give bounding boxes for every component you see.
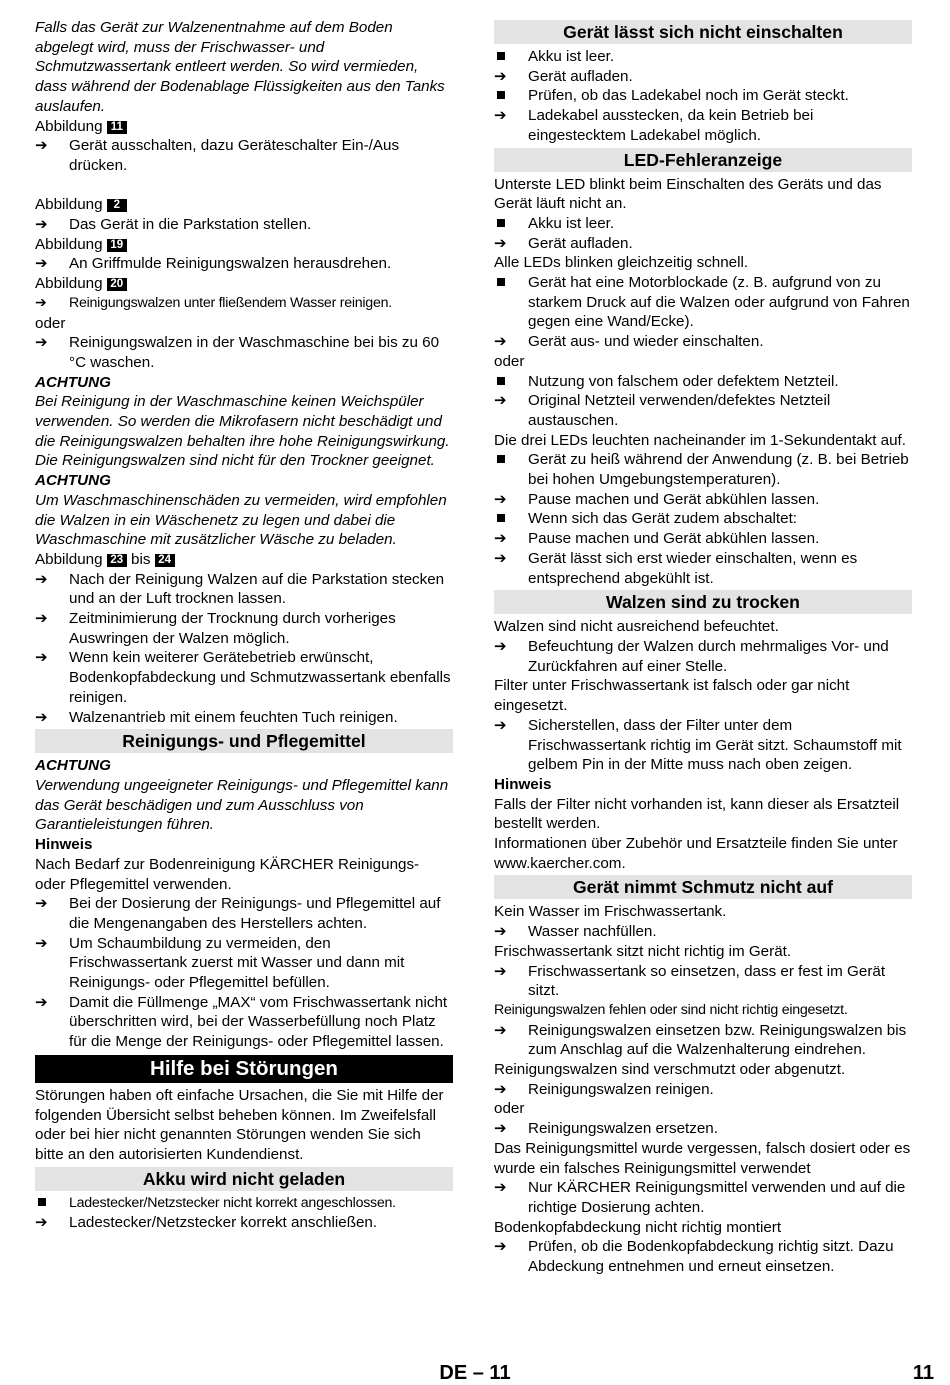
step-item — [494, 234, 912, 254]
step-item — [35, 333, 453, 372]
figure-label: Abbildung — [35, 117, 103, 135]
step-item — [494, 549, 912, 588]
arrow-right-icon: ➔ — [35, 137, 48, 155]
step-text: Reinigungswalzen in der Waschmaschine bei bis zu 60 °C waschen. — [69, 334, 440, 371]
section-heading-led: LED-Fehleranzeige — [494, 148, 912, 172]
arrow-right-icon: ➔ — [35, 934, 48, 952]
step-item — [35, 254, 453, 274]
schmutz-paragraph: Reinigungswalzen sind verschmutzt oder abgenutzt. — [494, 1061, 846, 1079]
schmutz-paragraph: Bodenkopfabdeckung nicht richtig montiert — [494, 1218, 782, 1236]
bis-text: bis — [131, 550, 151, 568]
step-item — [35, 136, 453, 175]
step-text: Damit die Füllmenge „MAX“ vom Frischwassertank nicht überschritten wird, bei der Wasserbefüllung noch Platz für die Menge der Reinigungs- oder Pflegemittel lassen. — [69, 993, 448, 1051]
cause-item — [494, 372, 912, 392]
cause-item — [494, 450, 912, 489]
arrow-right-icon: ➔ — [35, 895, 48, 913]
arrow-right-icon: ➔ — [494, 234, 507, 252]
step-text: Nach der Reinigung Walzen auf die Parkstation stecken und an der Luft trocknen lassen. — [69, 570, 445, 608]
step-item — [35, 648, 453, 707]
step-text: Das Gerät in die Parkstation stellen. — [69, 216, 312, 234]
arrow-right-icon: ➔ — [494, 1179, 507, 1197]
arrow-right-icon: ➔ — [494, 333, 507, 351]
step-item — [494, 490, 912, 510]
step-text: Gerät aufladen. — [528, 234, 633, 252]
arrow-right-icon: ➔ — [494, 1080, 507, 1098]
step-item — [494, 962, 912, 1001]
cause-text: Gerät zu heiß während der Anwendung (z. B. bei Betrieb bei hohen Umgebungstemperaturen). — [528, 451, 909, 489]
warning-title: ACHTUNG — [35, 373, 111, 391]
step-item — [494, 391, 912, 430]
figure-ref — [35, 235, 453, 255]
arrow-right-icon: ➔ — [35, 1214, 48, 1232]
step-item — [494, 922, 912, 942]
cause-text: Ladestecker/Netzstecker nicht korrekt angeschlossen. — [69, 1194, 396, 1211]
led-list-c — [494, 372, 912, 431]
figure-label: Abbildung — [35, 550, 103, 568]
step-text: An Griffmulde Reinigungswalzen herausdrehen. — [69, 255, 392, 273]
step-item — [494, 67, 912, 87]
hilfe-text: Störungen haben oft einfache Ursachen, die Sie mit Hilfe der folgenden Übersicht selbst beheben können. Im Zweifelsfall oder bei hier nicht genannten Störungen wenden Sie sich bitte an den autorisierten Kundendienst. — [35, 1086, 444, 1163]
step-item — [35, 609, 453, 648]
section-heading-walzen: Walzen sind zu trocken — [494, 590, 912, 614]
cause-text: Gerät hat eine Motorblockade (z. B. aufgrund von zu starkem Druck auf die Walzen oder aufgrund von Fahren gegen eine Wand/Ecke). — [528, 274, 910, 331]
square-bullet-icon — [494, 47, 524, 67]
figure-badge: 23 — [107, 554, 127, 567]
step-item — [35, 570, 453, 609]
step-text: Sicherstellen, dass der Filter unter dem Frischwassertank richtig im Gerät sitzt. Schaumstoff mit gelbem Pin in der Mitte muss nach oben zeigen. — [528, 716, 902, 774]
cause-item — [494, 214, 912, 234]
note-text: Nach Bedarf zur Bodenreinigung KÄRCHER Reinigungs- oder Pflegemittel verwenden. — [35, 855, 420, 893]
figure-ref — [35, 274, 453, 294]
step-text: Walzenantrieb mit einem feuchten Tuch reinigen. — [69, 708, 398, 726]
footer-page-number: 11 — [912, 1362, 934, 1384]
step-text: Pause machen und Gerät abkühlen lassen. — [528, 530, 820, 548]
step-text: Reinigungswalzen reinigen. — [528, 1080, 714, 1098]
warning-title: ACHTUNG — [35, 472, 111, 490]
arrow-right-icon: ➔ — [35, 255, 48, 273]
cause-text: Wenn sich das Gerät zudem abschaltet: — [528, 510, 798, 528]
arrow-right-icon: ➔ — [494, 549, 507, 567]
figure-badge: 11 — [107, 121, 127, 134]
cause-text: Nutzung von falschem oder defektem Netzteil. — [528, 372, 839, 390]
step-text: Reinigungswalzen einsetzen bzw. Reinigungswalzen bis zum Anschlag auf die Walzenhalterung eindrehen. — [528, 1021, 907, 1059]
note-title: Hinweis — [494, 775, 552, 793]
warning-title: ACHTUNG — [35, 757, 111, 775]
section-heading-einschalten: Gerät lässt sich nicht einschalten — [494, 20, 912, 44]
cause-item — [494, 273, 912, 332]
cause-text: Akku ist leer. — [528, 48, 615, 65]
arrow-right-icon: ➔ — [35, 570, 48, 588]
arrow-right-icon: ➔ — [494, 637, 507, 655]
schmutz-paragraph: Reinigungswalzen fehlen oder sind nicht richtig eingesetzt. — [494, 1001, 848, 1018]
square-bullet-icon — [494, 509, 524, 529]
chapter-heading-hilfe: Hilfe bei Störungen — [35, 1055, 453, 1083]
led-list-b — [494, 273, 912, 352]
arrow-right-icon: ➔ — [35, 334, 48, 352]
step-text: Nur KÄRCHER Reinigungsmittel verwenden und auf die richtige Dosierung achten. — [528, 1179, 906, 1216]
arrow-right-icon: ➔ — [494, 392, 507, 410]
step-item — [494, 1021, 912, 1060]
walzen-paragraph: Informationen über Zubehör und Ersatzteile finden Sie unter www.kaercher.com. — [494, 835, 898, 872]
step-text: Gerät aus- und wieder einschalten. — [528, 333, 764, 351]
arrow-right-icon: ➔ — [494, 107, 507, 125]
led-paragraph: Die drei LEDs leuchten nacheinander im 1-Sekundentakt auf. — [494, 431, 906, 449]
warning-text: Verwendung ungeeigneter Reinigungs- und Pflegemittel kann das Gerät beschädigen und zum Ausschluss von Garantieleistungen führen. — [35, 777, 449, 834]
arrow-right-icon: ➔ — [35, 294, 47, 311]
figure-ref — [35, 550, 453, 570]
led-paragraph: Unterste LED blinkt beim Einschalten des Geräts und das Gerät läuft nicht an. — [494, 175, 882, 213]
arrow-right-icon: ➔ — [494, 1120, 507, 1138]
square-bullet-icon — [494, 273, 524, 293]
cause-item — [494, 86, 912, 106]
step-text: Gerät lässt sich erst wieder einschalten, wenn es entsprechend abgekühlt ist. — [528, 549, 858, 587]
square-bullet-icon — [494, 372, 524, 392]
figure-ref — [35, 195, 453, 215]
step-item — [494, 332, 912, 352]
arrow-right-icon: ➔ — [494, 530, 507, 548]
intro-text: Falls das Gerät zur Walzenentnahme auf dem Boden abgelegt wird, muss der Frischwasser- und Schmutzwassertank entleert werden. So wird vermieden, dass während der Bodenablage Flüssigkeiten aus den Tanks auslaufen. — [35, 19, 445, 115]
figure-badge: 24 — [155, 554, 175, 567]
step-item — [494, 1119, 912, 1139]
schmutz-paragraph: Kein Wasser im Frischwassertank. — [494, 903, 727, 921]
section-heading-pflegemittel: Reinigungs- und Pflegemittel — [35, 729, 453, 753]
arrow-right-icon: ➔ — [35, 610, 48, 628]
oder-text: oder — [494, 352, 525, 370]
arrow-right-icon: ➔ — [494, 1238, 507, 1256]
step-text: Gerät ausschalten, dazu Geräteschalter Ein-/Aus drücken. — [69, 137, 400, 174]
oder-text: oder — [35, 314, 66, 332]
left-column — [35, 18, 453, 1233]
step-text: Reinigungswalzen unter fließendem Wasser reinigen. — [69, 294, 392, 311]
footer-page-label: DE – 11 — [439, 1362, 511, 1384]
figure-badge: 20 — [107, 278, 127, 291]
walzen-paragraph: Walzen sind nicht ausreichend befeuchtet. — [494, 618, 779, 636]
step-item — [35, 894, 453, 933]
step-text: Wasser nachfüllen. — [528, 923, 657, 941]
square-bullet-icon — [494, 214, 524, 234]
arrow-right-icon: ➔ — [494, 1021, 507, 1039]
oder-text: oder — [494, 1100, 525, 1118]
arrow-right-icon: ➔ — [494, 716, 507, 734]
step-item — [35, 934, 453, 993]
figure-badge: 19 — [107, 239, 127, 252]
arrow-right-icon: ➔ — [35, 993, 48, 1011]
arrow-right-icon: ➔ — [494, 923, 507, 941]
figure-label: Abbildung — [35, 275, 103, 293]
step-text: Um Schaumbildung zu vermeiden, den Frischwassertank zuerst mit Wasser und dann mit Reinigungs- oder Pflegemittel befüllen. — [69, 934, 405, 992]
square-bullet-icon — [494, 450, 524, 470]
step-item — [35, 993, 453, 1052]
step-text: Reinigungswalzen ersetzen. — [528, 1120, 718, 1138]
step-text: Frischwassertank so einsetzen, dass er fest im Gerät sitzt. — [528, 962, 886, 1000]
step-item — [494, 1080, 912, 1100]
cause-item — [494, 47, 912, 67]
warning-text: Um Waschmaschinenschäden zu vermeiden, wird empfohlen die Walzen in ein Wäschenetz zu legen und dabei die Waschmaschine mit zusätzlicher Wäsche zu beladen. — [35, 491, 447, 549]
walzen-paragraph: Filter unter Frischwassertank ist falsch oder gar nicht eingesetzt. — [494, 677, 850, 715]
step-item — [494, 1178, 912, 1217]
arrow-right-icon: ➔ — [494, 67, 507, 85]
spacer — [35, 176, 453, 196]
walzen-paragraph: Falls der Filter nicht vorhanden ist, kann dieser als Ersatzteil bestellt werden. — [494, 795, 900, 833]
step-text: Original Netzteil verwenden/defektes Netzteil austauschen. — [528, 392, 831, 429]
step-text: Bei der Dosierung der Reinigungs- und Pflegemittel auf die Mengenangaben des Herstellers achten. — [69, 895, 441, 932]
step-text: Prüfen, ob die Bodenkopfabdeckung richtig sitzt. Dazu Abdeckung entnehmen und erneut einsetzen. — [528, 1238, 894, 1276]
cause-text: Akku ist leer. — [528, 214, 615, 232]
section-heading-schmutz: Gerät nimmt Schmutz nicht auf — [494, 875, 912, 899]
step-text: Ladestecker/Netzstecker korrekt anschließen. — [69, 1214, 378, 1232]
led-list-d — [494, 450, 912, 588]
arrow-right-icon: ➔ — [35, 708, 48, 726]
warning-text: Die Reinigungswalzen sind nicht für den Trockner geeignet. — [35, 452, 435, 470]
step-item — [494, 529, 912, 549]
square-bullet-icon — [35, 1194, 65, 1214]
step-item — [494, 716, 912, 775]
step-item — [494, 1237, 912, 1276]
right-column — [494, 18, 912, 1277]
figure-badge: 2 — [107, 199, 127, 212]
schmutz-paragraph: Das Reinigungsmittel wurde vergessen, falsch dosiert oder es wurde ein falsches Reinigungsmittel verwendet — [494, 1139, 911, 1177]
step-text: Wenn kein weiterer Gerätebetrieb erwünscht, Bodenkopfabdeckung und Schmutzwassertank ebenfalls reinigen. — [69, 649, 451, 706]
cause-item — [35, 1194, 453, 1214]
step-item — [35, 294, 453, 314]
led-paragraph: Alle LEDs blinken gleichzeitig schnell. — [494, 254, 749, 272]
figure-label: Abbildung — [35, 235, 103, 253]
einschalten-list — [494, 47, 912, 146]
figure-ref — [35, 117, 453, 137]
step-item — [494, 106, 912, 145]
figure-label: Abbildung — [35, 196, 103, 214]
arrow-right-icon: ➔ — [494, 490, 507, 508]
step-text: Befeuchtung der Walzen durch mehrmaliges Vor- und Zurückfahren auf einer Stelle. — [528, 637, 889, 675]
arrow-right-icon: ➔ — [494, 962, 507, 980]
arrow-right-icon: ➔ — [35, 649, 48, 667]
step-text: Pause machen und Gerät abkühlen lassen. — [528, 490, 820, 508]
step-item — [35, 215, 453, 235]
led-list-a — [494, 214, 912, 253]
step-item — [494, 637, 912, 676]
arrow-right-icon: ➔ — [35, 216, 48, 234]
cause-item — [494, 509, 912, 529]
step-text: Gerät aufladen. — [528, 67, 633, 85]
warning-text: Bei Reinigung in der Waschmaschine keinen Weichspüler verwenden. So werden die Mikrofasern nicht beschädigt und die Reinigungswalzen behalten ihre hohe Reinigungswirkung. — [35, 393, 450, 450]
step-text: Zeitminimierung der Trocknung durch vorheriges Auswringen der Walzen möglich. — [69, 610, 396, 647]
schmutz-paragraph: Frischwassertank sitzt nicht richtig im Gerät. — [494, 942, 792, 960]
step-item — [35, 708, 453, 728]
step-text: Ladekabel ausstecken, da kein Betrieb bei eingestecktem Ladekabel möglich. — [528, 107, 814, 144]
step-item — [35, 1213, 453, 1233]
note-title: Hinweis — [35, 836, 93, 854]
square-bullet-icon — [494, 86, 524, 106]
cause-text: Prüfen, ob das Ladekabel noch im Gerät steckt. — [528, 87, 849, 105]
section-heading-akku: Akku wird nicht geladen — [35, 1167, 453, 1191]
